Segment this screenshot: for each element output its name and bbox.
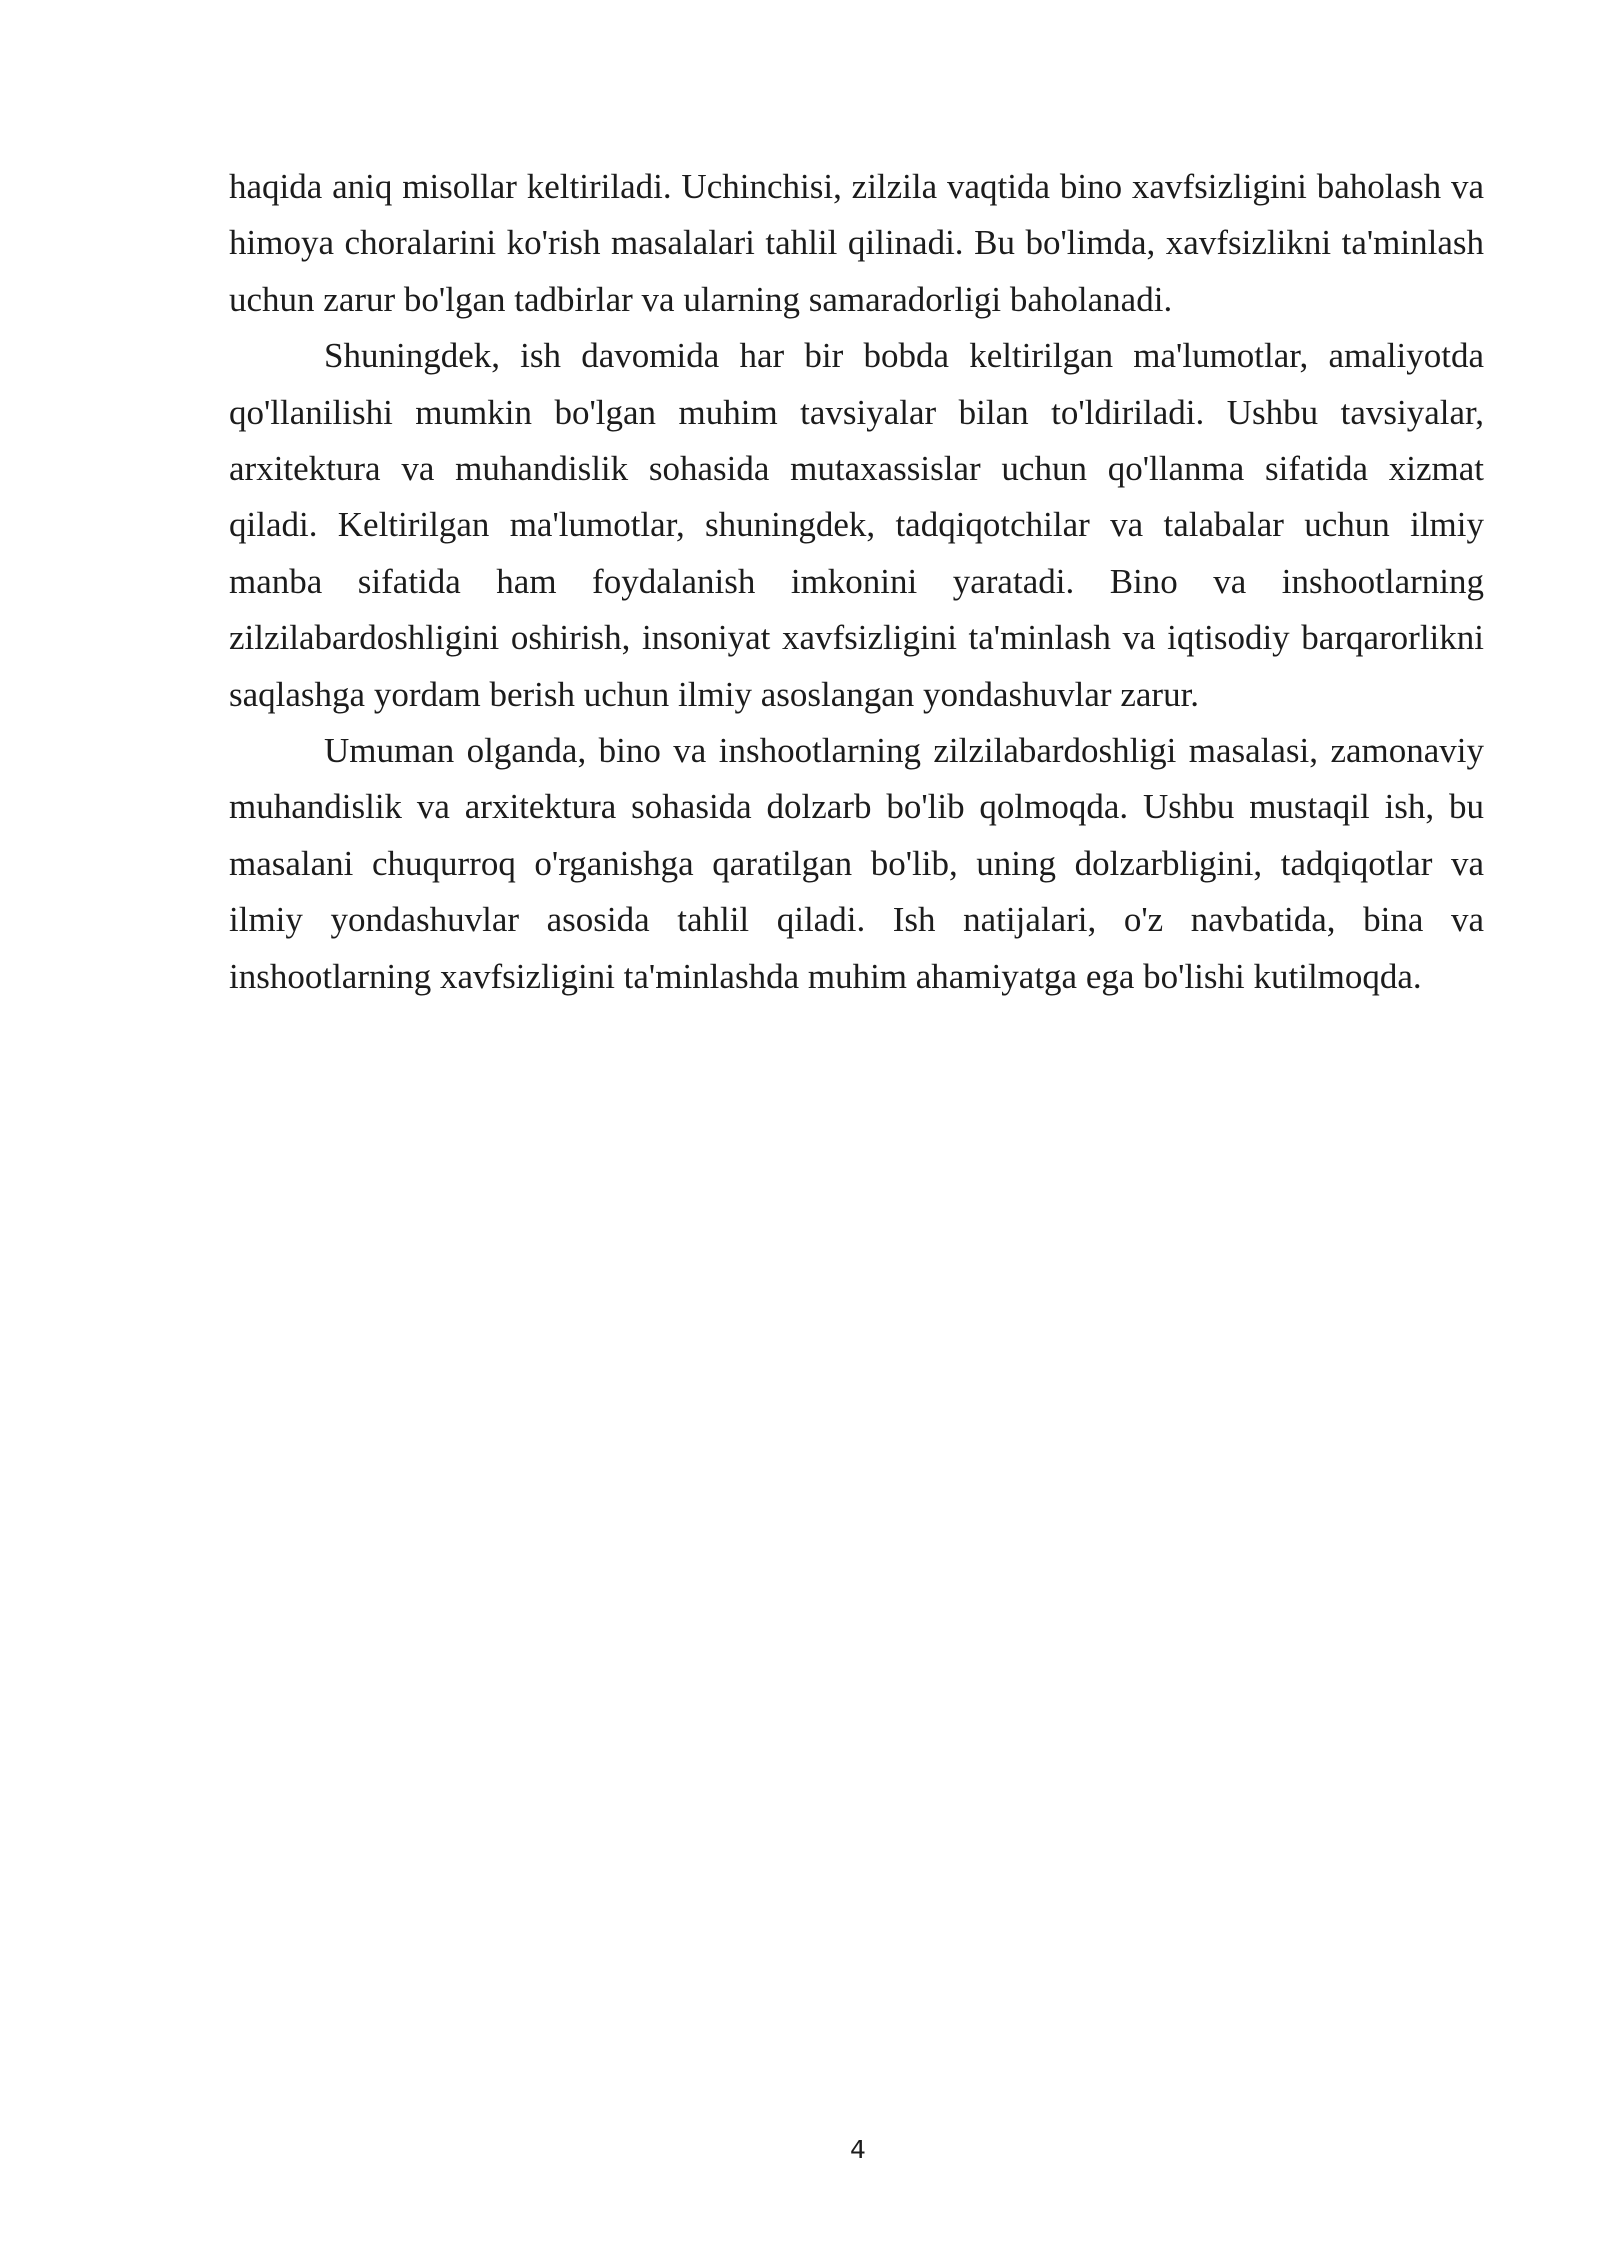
body-text (229, 159, 1484, 1005)
paragraph-continuation: haqida aniq misollar keltiriladi. Uchinchisi, zilzila vaqtida bino xavfsizligini baholash va himoya choralarini ko'rish masalalari tahlil qilinadi. Bu bo'limda, xavfsizlikni ta'minlash uchun zarur bo'lgan tadbirlar va ularning samaradorligi baholanadi. (229, 167, 1484, 319)
paragraph-conclusion: Umuman olganda, bino va inshootlarning zilzilabardoshligi masalasi, zamonaviy muhandislik va arxitektura sohasida dolzarb bo'lib qolmoqda. Ushbu mustaqil ish, bu masalani chuqurroq o'rganishga qaratilgan bo'lib, uning dolzarbligini, tadqiqotlar va ilmiy yondashuvlar asosida tahlil qiladi. Ish natijalari, o'z navbatida, bina va inshootlarning xavfsizligini ta'minlashda muhim ahamiyatga ega bo'lishi kutilmoqda. (229, 731, 1484, 996)
paragraph-recommendations: Shuningdek, ish davomida har bir bobda keltirilgan ma'lumotlar, amaliyotda qo'llanilishi mumkin bo'lgan muhim tavsiyalar bilan to'ldiriladi. Ushbu tavsiyalar, arxitektura va muhandislik sohasida mutaxassislar uchun qo'llanma sifatida xizmat qiladi. Keltirilgan ma'lumotlar, shuningdek, tadqiqotchilar va talabalar uchun ilmiy manba sifatida ham foydalanish imkonini yaratadi. Bino va inshootlarning zilzilabardoshligini oshirish, insoniyat xavfsizligini ta'minlash va iqtisodiy barqarorlikni saqlashga yordam berish uchun ilmiy asoslangan yondashuvlar zarur. (229, 336, 1484, 714)
page-number: 4 (850, 2135, 866, 2164)
